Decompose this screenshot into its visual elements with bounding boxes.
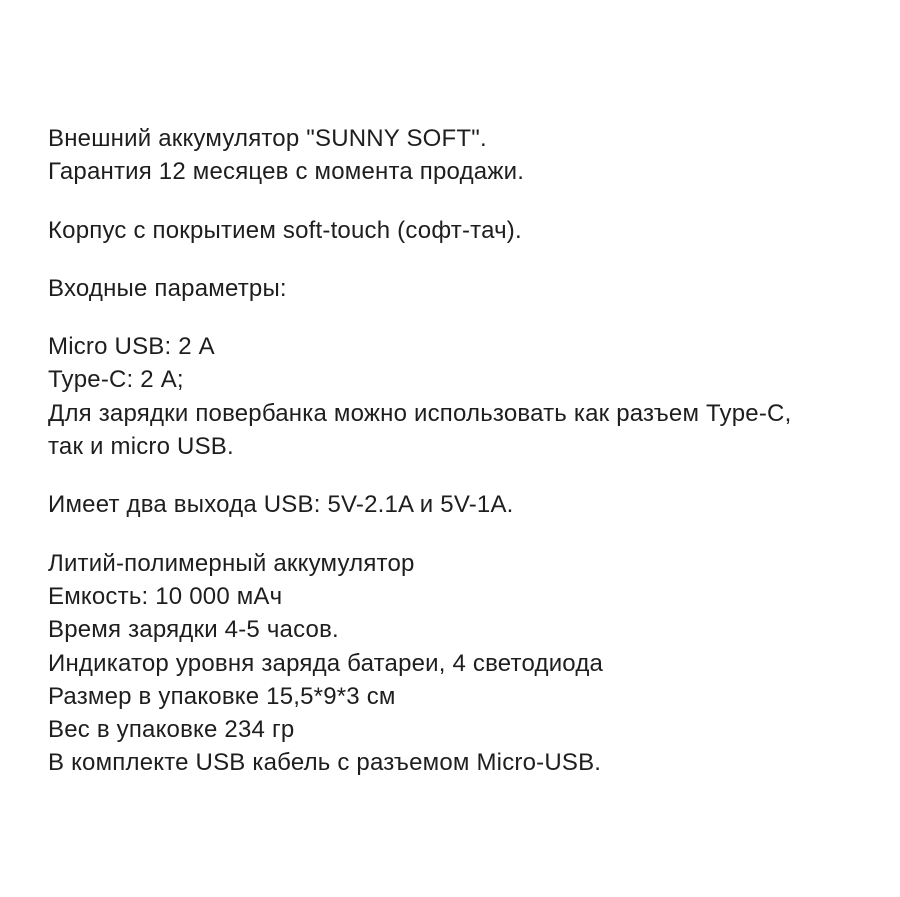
text-line: Type-C: 2 А;	[48, 366, 184, 394]
paragraph	[48, 488, 870, 521]
document-body	[48, 122, 870, 780]
text-line: Входные параметры:	[48, 274, 287, 302]
text-line: Индикатор уровня заряда батареи, 4 светодиода	[48, 649, 604, 677]
text-line: В комплекте USB кабель с разъемом Micro-USB.	[48, 749, 602, 777]
text-line: так и micro USB.	[48, 433, 234, 461]
text-line: Для зарядки повербанка можно использовать как разъем Type-C,	[48, 399, 792, 427]
text-line: Вес в упаковке 234 гр	[48, 716, 295, 744]
text-line: Гарантия 12 месяцев с момента продажи.	[48, 158, 525, 186]
paragraph	[48, 272, 870, 305]
text-line: Размер в упаковке 15,5*9*3 см	[48, 682, 396, 710]
text-line: Емкость: 10 000 мАч	[48, 582, 283, 610]
text-line: Литий-полимерный аккумулятор	[48, 549, 415, 577]
text-line: Внешний аккумулятор "SUNNY SOFT".	[48, 125, 487, 152]
text-line: Micro USB: 2 А	[48, 333, 215, 361]
text-line: Корпус с покрытием soft-touch (софт-тач).	[48, 216, 522, 244]
paragraph	[48, 214, 870, 247]
text-line: Имеет два выхода USB: 5V-2.1A и 5V-1A.	[48, 491, 514, 519]
paragraph	[48, 122, 870, 189]
text-line: Время зарядки 4-5 часов.	[48, 616, 339, 644]
paragraph	[48, 547, 870, 780]
paragraph	[48, 330, 870, 463]
